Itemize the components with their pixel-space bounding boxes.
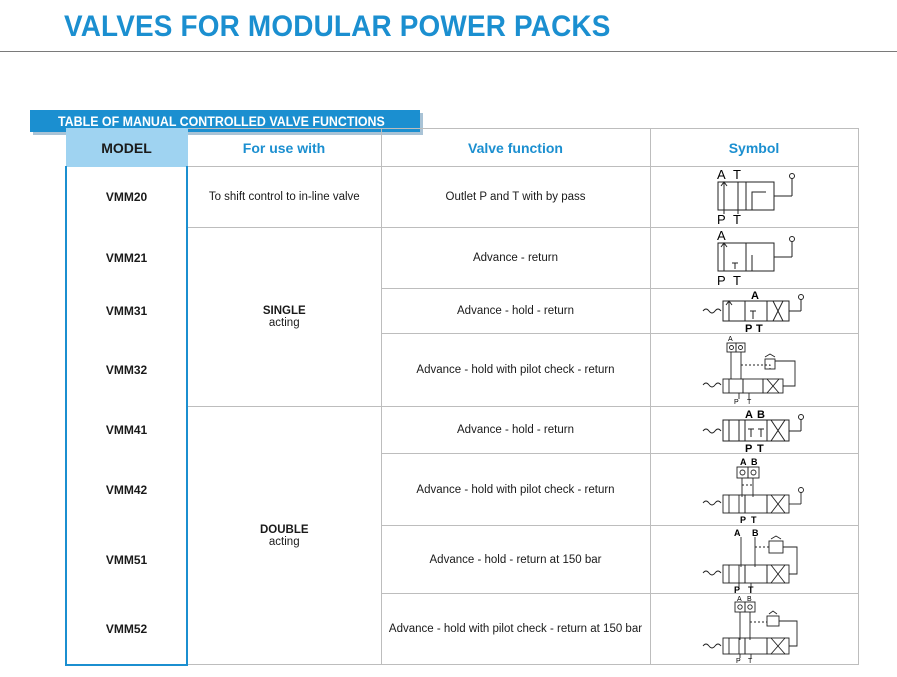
function-cell: Advance - hold with pilot check - return at 150 bar: [381, 594, 650, 665]
function-cell: Advance - hold - return at 150 bar: [381, 526, 650, 594]
port-b-label: B: [751, 456, 758, 467]
model-cell: VMM42: [66, 454, 187, 526]
model-cell: VMM32: [66, 334, 187, 407]
symbol-cell: [650, 594, 858, 665]
port-a-label: A: [737, 596, 742, 603]
double-label: DOUBLE: [259, 523, 309, 536]
model-cell: VMM20: [66, 167, 187, 228]
model-cell: VMM52: [66, 594, 187, 665]
single-label: SINGLE: [262, 305, 306, 317]
port-t-label: T: [748, 658, 753, 664]
symbol-cell: [650, 334, 858, 407]
table-title: TABLE OF MANUAL CONTROLLED VALVE FUNCTIONS: [58, 114, 385, 129]
valve-symbol-vmm20: [704, 168, 804, 226]
port-a-label: A: [717, 168, 726, 182]
valve-symbol-vmm42: [699, 455, 809, 525]
port-p-label: P: [734, 584, 741, 593]
use-cell: To shift control to in-line valve: [187, 167, 381, 228]
port-a-label: A: [728, 336, 733, 343]
model-cell: VMM21: [66, 228, 187, 289]
port-b-label: B: [752, 527, 759, 538]
symbol-cell: [650, 167, 858, 228]
port-t-label: T: [733, 212, 741, 226]
table-row: [66, 289, 858, 334]
port-t-label: T: [757, 443, 764, 453]
table-row: [66, 167, 858, 228]
symbol-cell: [650, 407, 858, 454]
valve-symbol-vmm52: [699, 594, 809, 664]
port-b-label: B: [757, 409, 765, 421]
model-cell: VMM51: [66, 526, 187, 594]
single-sublabel: acting: [268, 317, 300, 329]
table-row: [66, 407, 858, 454]
port-b-label: B: [747, 596, 752, 603]
valve-symbol-vmm21: [704, 229, 804, 287]
port-p-label: P: [734, 399, 739, 405]
port-t-label: T: [733, 168, 741, 182]
header-symbol: Symbol: [650, 129, 858, 167]
table-row: [66, 334, 858, 407]
symbol-cell: [650, 454, 858, 526]
port-p-label: P: [717, 273, 726, 287]
header-row: [66, 129, 858, 167]
valve-symbol-vmm31: [699, 289, 809, 333]
port-t-label: T: [748, 584, 754, 593]
valve-symbol-vmm32: [699, 335, 809, 405]
function-cell: Advance - hold with pilot check - return: [381, 334, 650, 407]
port-t-label: T: [756, 323, 763, 333]
use-cell-single: [187, 228, 381, 407]
table-row: [66, 454, 858, 526]
function-cell: Outlet P and T with by pass: [381, 167, 650, 228]
function-cell: Advance - hold - return: [381, 407, 650, 454]
header-function: Valve function: [381, 129, 650, 167]
double-sublabel: acting: [268, 535, 300, 548]
port-t-label: T: [747, 399, 752, 405]
function-cell: Advance - hold with pilot check - return: [381, 454, 650, 526]
function-cell: Advance - hold - return: [381, 289, 650, 334]
port-a-label: A: [717, 229, 726, 243]
port-a-label: A: [745, 409, 753, 421]
port-a-label: A: [734, 527, 741, 538]
port-p-label: P: [717, 212, 726, 226]
function-cell: Advance - return: [381, 228, 650, 289]
header-model: MODEL: [66, 129, 187, 167]
symbol-cell: [650, 289, 858, 334]
table-row: [66, 526, 858, 594]
port-t-label: T: [751, 514, 757, 525]
use-cell-double: [187, 407, 381, 665]
title-divider: [0, 51, 897, 52]
port-p-label: P: [745, 443, 753, 453]
port-p-label: P: [736, 658, 741, 664]
table-row: [66, 228, 858, 289]
table-row: [66, 594, 858, 665]
valve-symbol-vmm51: [699, 527, 809, 593]
page-title: VALVES FOR MODULAR POWER PACKS: [64, 10, 611, 43]
port-p-label: P: [745, 323, 753, 333]
symbol-cell: [650, 228, 858, 289]
port-a-label: A: [740, 456, 747, 467]
port-p-label: P: [740, 514, 747, 525]
model-cell: VMM41: [66, 407, 187, 454]
valve-symbol-vmm41: [699, 407, 809, 453]
model-cell: VMM31: [66, 289, 187, 334]
header-use: For use with: [187, 129, 381, 167]
port-t-label: T: [733, 273, 741, 287]
symbol-cell: [650, 526, 858, 594]
valve-functions-table: [65, 128, 859, 666]
port-a-label: A: [751, 290, 759, 302]
